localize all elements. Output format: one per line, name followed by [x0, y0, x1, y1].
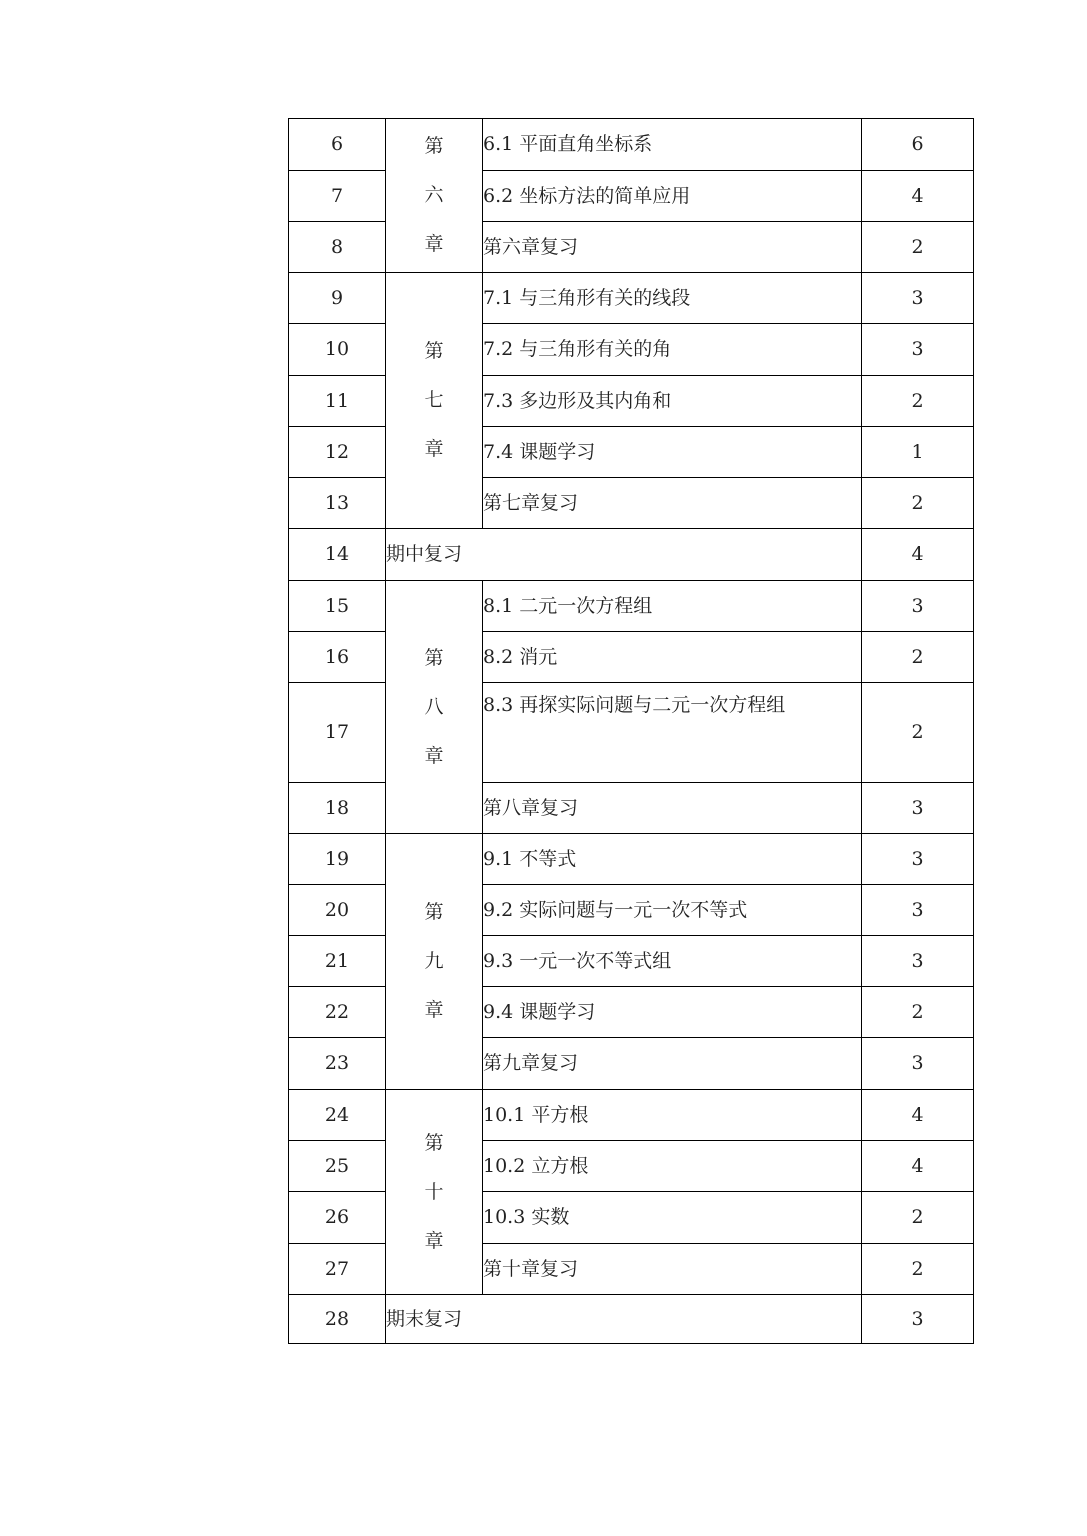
chapter-char: 章 [424, 1229, 444, 1252]
table-row [289, 581, 974, 632]
chapter-char: 六 [424, 184, 444, 206]
chapter-char: 十 [424, 1180, 444, 1203]
hours-cell: 1 [862, 427, 974, 478]
hours-cell: 3 [862, 783, 974, 834]
week-cell: 16 [289, 632, 386, 683]
topic-cell: 10.1 平方根 [483, 1090, 862, 1141]
topic-cell: 6.2 坐标方法的简单应用 [483, 171, 862, 222]
week-cell: 23 [289, 1038, 386, 1090]
hours-cell: 2 [862, 1192, 974, 1244]
table-row [289, 1090, 974, 1141]
topic-cell: 第十章复习 [483, 1244, 862, 1295]
chapter-cell [386, 1090, 483, 1295]
topic-cell: 7.1 与三角形有关的线段 [483, 273, 862, 324]
chapter-char: 章 [424, 438, 444, 460]
hours-cell: 2 [862, 376, 974, 427]
topic-cell: 10.3 实数 [483, 1192, 862, 1244]
chapter-char: 第 [424, 340, 444, 362]
hours-cell: 2 [862, 222, 974, 273]
week-cell: 20 [289, 885, 386, 936]
week-cell: 19 [289, 834, 386, 885]
hours-cell: 3 [862, 834, 974, 885]
hours-cell: 3 [862, 1038, 974, 1090]
topic-cell: 第九章复习 [483, 1038, 862, 1090]
chapter-char: 第 [424, 1131, 444, 1154]
topic-cell: 8.1 二元一次方程组 [483, 581, 862, 632]
topic-cell: 10.2 立方根 [483, 1141, 862, 1192]
schedule-table [288, 118, 974, 1344]
topic-cell: 期末复习 [386, 1295, 862, 1344]
topic-cell: 9.2 实际问题与一元一次不等式 [483, 885, 862, 936]
chapter-char: 七 [424, 389, 444, 411]
hours-cell: 3 [862, 885, 974, 936]
week-cell: 12 [289, 427, 386, 478]
table-row [289, 529, 974, 581]
chapter-char: 章 [424, 233, 444, 255]
week-cell: 15 [289, 581, 386, 632]
week-cell: 28 [289, 1295, 386, 1344]
chapter-char: 第 [424, 901, 444, 923]
week-cell: 10 [289, 324, 386, 376]
hours-cell: 4 [862, 529, 974, 581]
table-row [289, 119, 974, 171]
week-cell: 11 [289, 376, 386, 427]
chapter-char: 九 [424, 950, 444, 972]
topic-cell: 9.1 不等式 [483, 834, 862, 885]
hours-cell: 2 [862, 632, 974, 683]
topic-cell: 期中复习 [386, 529, 862, 581]
chapter-char: 第 [424, 135, 444, 157]
chapter-char: 章 [424, 744, 444, 767]
hours-cell: 3 [862, 324, 974, 376]
topic-cell: 8.2 消元 [483, 632, 862, 683]
topic-cell: 8.3 再探实际问题与二元一次方程组 [483, 683, 862, 783]
topic-cell: 7.4 课题学习 [483, 427, 862, 478]
hours-cell: 4 [862, 1141, 974, 1192]
topic-cell: 9.3 一元一次不等式组 [483, 936, 862, 987]
week-cell: 6 [289, 119, 386, 171]
week-cell: 24 [289, 1090, 386, 1141]
week-cell: 18 [289, 783, 386, 834]
topic-cell: 9.4 课题学习 [483, 987, 862, 1038]
hours-cell: 6 [862, 119, 974, 171]
hours-cell: 2 [862, 683, 974, 783]
week-cell: 14 [289, 529, 386, 581]
hours-cell: 2 [862, 987, 974, 1038]
topic-cell: 第七章复习 [483, 478, 862, 529]
week-cell: 7 [289, 171, 386, 222]
topic-cell: 第六章复习 [483, 222, 862, 273]
chapter-cell [386, 834, 483, 1090]
chapter-cell [386, 273, 483, 529]
hours-cell: 3 [862, 1295, 974, 1344]
week-cell: 13 [289, 478, 386, 529]
week-cell: 25 [289, 1141, 386, 1192]
week-cell: 17 [289, 683, 386, 783]
week-cell: 9 [289, 273, 386, 324]
table-row [289, 834, 974, 885]
topic-cell: 7.2 与三角形有关的角 [483, 324, 862, 376]
hours-cell: 3 [862, 936, 974, 987]
topic-cell: 第八章复习 [483, 783, 862, 834]
hours-cell: 4 [862, 1090, 974, 1141]
table-row [289, 273, 974, 324]
table-row [289, 1295, 974, 1344]
topic-cell: 6.1 平面直角坐标系 [483, 119, 862, 171]
chapter-cell [386, 581, 483, 834]
chapter-char: 第 [424, 646, 444, 669]
week-cell: 22 [289, 987, 386, 1038]
week-cell: 21 [289, 936, 386, 987]
hours-cell: 3 [862, 581, 974, 632]
hours-cell: 3 [862, 273, 974, 324]
week-cell: 8 [289, 222, 386, 273]
chapter-char: 八 [424, 695, 444, 718]
hours-cell: 2 [862, 478, 974, 529]
chapter-cell [386, 119, 483, 273]
chapter-char: 章 [424, 999, 444, 1021]
week-cell: 26 [289, 1192, 386, 1244]
hours-cell: 4 [862, 171, 974, 222]
week-cell: 27 [289, 1244, 386, 1295]
hours-cell: 2 [862, 1244, 974, 1295]
topic-cell: 7.3 多边形及其内角和 [483, 376, 862, 427]
